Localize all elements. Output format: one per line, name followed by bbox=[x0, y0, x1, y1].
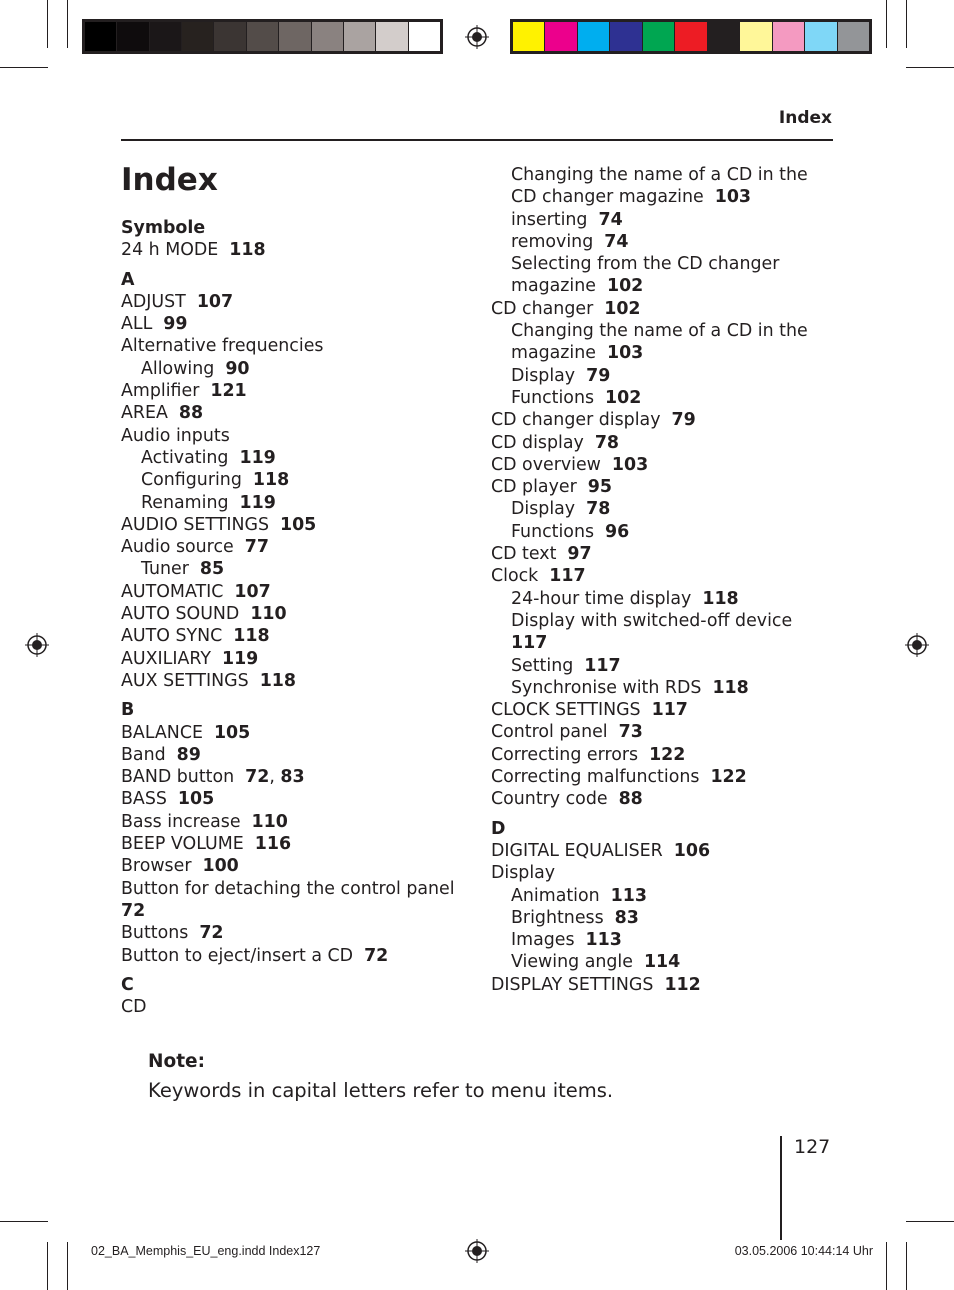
index-entry: 24 h MODE 118 bbox=[121, 240, 266, 261]
color-swatch bbox=[343, 22, 375, 51]
index-subentry: Display with switched-off device bbox=[511, 610, 793, 631]
index-entry: Buttons 72 bbox=[121, 923, 224, 944]
crop-mark bbox=[886, 0, 887, 48]
index-entry: Audio inputs bbox=[121, 425, 230, 446]
index-entry: Button to eject/insert a CD 72 bbox=[121, 945, 389, 966]
index-subentry: magazine 102 bbox=[511, 276, 644, 297]
header-rule bbox=[121, 139, 833, 141]
note-text: Keywords in capital letters refer to menu items. bbox=[148, 1079, 614, 1102]
index-entry: AUX SETTINGS 118 bbox=[121, 670, 296, 691]
index-entry: AUTO SYNC 118 bbox=[121, 626, 270, 647]
index-entry: Audio source 77 bbox=[121, 537, 269, 558]
index-column-right bbox=[491, 164, 836, 996]
index-entry: CD changer display 79 bbox=[491, 410, 696, 431]
index-entry: BASS 105 bbox=[121, 789, 215, 810]
index-column-left bbox=[121, 217, 481, 1018]
index-entry: Button for detaching the control panel bbox=[121, 878, 455, 899]
crop-mark bbox=[906, 67, 954, 68]
index-entry: Amplifier 121 bbox=[121, 381, 247, 402]
index-entry: CLOCK SETTINGS 117 bbox=[491, 700, 688, 721]
index-entry: DISPLAY SETTINGS 112 bbox=[491, 974, 701, 995]
index-letter-heading: B bbox=[121, 700, 135, 721]
index-entry: Bass increase 110 bbox=[121, 811, 288, 832]
index-subentry: Selecting from the CD changer bbox=[511, 254, 780, 275]
index-entry: Alternative frequencies bbox=[121, 336, 324, 357]
index-entry: AREA 88 bbox=[121, 403, 204, 424]
color-swatch bbox=[278, 22, 310, 51]
page-number-rule bbox=[780, 1136, 782, 1240]
color-swatch bbox=[642, 22, 674, 51]
color-swatch bbox=[609, 22, 641, 51]
color-swatch bbox=[116, 22, 148, 51]
index-letter-heading: C bbox=[121, 974, 134, 995]
index-subentry: 24-hour time display 118 bbox=[511, 588, 739, 609]
color-swatch bbox=[513, 22, 544, 51]
index-subentry: removing 74 bbox=[511, 231, 629, 252]
crop-mark bbox=[67, 1242, 68, 1290]
index-entry: DIGITAL EQUALISER 106 bbox=[491, 840, 711, 861]
grayscale-color-bar bbox=[82, 19, 443, 54]
index-entry: BALANCE 105 bbox=[121, 722, 251, 743]
index-entry: Correcting malfunctions 122 bbox=[491, 767, 747, 788]
color-swatch bbox=[246, 22, 278, 51]
color-swatch bbox=[149, 22, 181, 51]
index-subentry: Functions 96 bbox=[511, 521, 630, 542]
color-swatch bbox=[544, 22, 576, 51]
index-entry: Band 89 bbox=[121, 744, 201, 765]
registration-mark-icon bbox=[465, 1239, 489, 1263]
crop-mark bbox=[906, 1242, 907, 1290]
page-number: 127 bbox=[794, 1136, 831, 1158]
index-subentry: Renaming 119 bbox=[141, 492, 276, 513]
footer-file-info: 02_BA_Memphis_EU_eng.indd Index127 bbox=[91, 1244, 321, 1258]
crop-mark bbox=[906, 0, 907, 48]
crop-mark bbox=[0, 67, 48, 68]
index-subentry: Changing the name of a CD in the bbox=[511, 321, 808, 342]
index-subentry: magazine 103 bbox=[511, 343, 644, 364]
color-swatch bbox=[674, 22, 706, 51]
registration-mark-icon bbox=[25, 633, 49, 657]
index-entry: Display bbox=[491, 863, 556, 884]
crop-mark bbox=[67, 0, 68, 48]
index-entry: Country code 88 bbox=[491, 789, 643, 810]
color-swatch bbox=[577, 22, 609, 51]
index-entry: BEEP VOLUME 116 bbox=[121, 834, 292, 855]
color-swatch bbox=[375, 22, 407, 51]
index-entry: AUTO SOUND 110 bbox=[121, 604, 287, 625]
crop-mark bbox=[47, 1242, 48, 1290]
color-swatch bbox=[408, 22, 440, 51]
crop-mark bbox=[906, 1221, 954, 1222]
index-subentry: Display 78 bbox=[511, 499, 611, 520]
note-label: Note: bbox=[148, 1051, 205, 1072]
color-swatch bbox=[181, 22, 213, 51]
index-entry: CD changer 102 bbox=[491, 298, 641, 319]
index-entry: Control panel 73 bbox=[491, 722, 643, 743]
index-subentry: Animation 113 bbox=[511, 885, 647, 906]
index-subentry: Images 113 bbox=[511, 930, 622, 951]
crop-mark bbox=[47, 0, 48, 48]
index-entry: ALL 99 bbox=[121, 314, 188, 335]
index-subentry-page: 117 bbox=[511, 633, 548, 654]
color-swatch bbox=[213, 22, 245, 51]
index-subentry: Configuring 118 bbox=[141, 470, 290, 491]
index-subentry: Synchronise with RDS 118 bbox=[511, 677, 749, 698]
index-entry: CD display 78 bbox=[491, 432, 620, 453]
index-letter-heading: Symbole bbox=[121, 218, 206, 238]
index-entry: CD overview 103 bbox=[491, 454, 649, 475]
color-swatch bbox=[772, 22, 804, 51]
footer-timestamp: 03.05.2006 10:44:14 Uhr bbox=[734, 1244, 873, 1258]
index-subentry: Activating 119 bbox=[141, 447, 276, 468]
index-entry: ADJUST 107 bbox=[121, 291, 234, 312]
index-subentry: inserting 74 bbox=[511, 209, 623, 230]
index-subentry: Tuner 85 bbox=[141, 559, 225, 580]
color-swatch bbox=[739, 22, 771, 51]
index-entry: Clock 117 bbox=[491, 566, 586, 587]
registration-mark-icon bbox=[905, 633, 929, 657]
color-swatch bbox=[804, 22, 836, 51]
index-entry: AUXILIARY 119 bbox=[121, 648, 259, 669]
index-subentry: Allowing 90 bbox=[141, 358, 250, 379]
index-entry: CD bbox=[121, 997, 147, 1018]
index-entry: Browser 100 bbox=[121, 856, 239, 877]
running-header: Index bbox=[778, 108, 832, 128]
index-subentry: Display 79 bbox=[511, 365, 611, 386]
index-entry: CD text 97 bbox=[491, 544, 592, 565]
index-entry-page: 72 bbox=[121, 900, 146, 921]
index-subentry: Changing the name of a CD in the bbox=[511, 165, 808, 185]
color-swatch bbox=[311, 22, 343, 51]
index-entry: AUTOMATIC 107 bbox=[121, 581, 271, 602]
index-subentry: Brightness 83 bbox=[511, 907, 639, 928]
process-color-bar bbox=[510, 19, 872, 54]
index-letter-heading: A bbox=[121, 269, 135, 290]
index-entry: BAND button 72, 83 bbox=[121, 767, 305, 788]
crop-mark bbox=[886, 1242, 887, 1290]
color-swatch bbox=[837, 22, 869, 51]
crop-mark bbox=[0, 1221, 48, 1222]
index-entry: Correcting errors 122 bbox=[491, 744, 686, 765]
color-swatch bbox=[707, 22, 739, 51]
color-swatch bbox=[85, 22, 116, 51]
index-subentry: Setting 117 bbox=[511, 655, 621, 676]
index-subentry: Viewing angle 114 bbox=[511, 952, 681, 973]
index-entry: AUDIO SETTINGS 105 bbox=[121, 514, 317, 535]
index-subentry: CD changer magazine 103 bbox=[511, 187, 752, 208]
page-title: Index bbox=[121, 162, 218, 198]
index-entry: CD player 95 bbox=[491, 477, 612, 498]
index-subentry: Functions 102 bbox=[511, 387, 642, 408]
registration-mark-icon bbox=[465, 25, 489, 49]
index-letter-heading: D bbox=[491, 818, 506, 839]
